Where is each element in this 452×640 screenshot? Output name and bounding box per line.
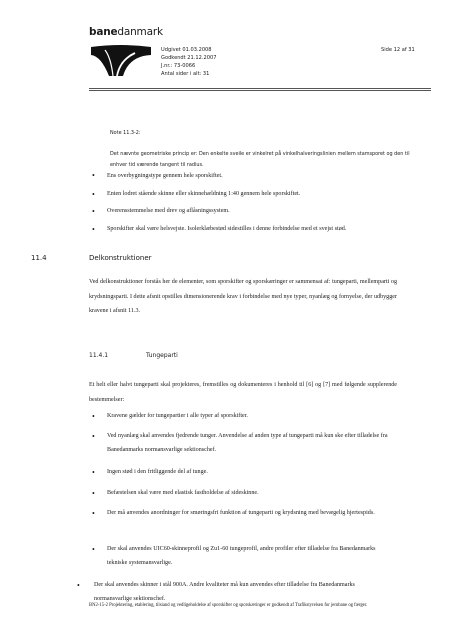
list-item: Ingen stød i den fritliggende del af tunge.	[107, 469, 208, 475]
journal-number: J.nr.: 73-0066	[161, 63, 196, 69]
subsection-number: 11.4.1	[89, 352, 109, 359]
list-item: Befæstelsen skal være med elastisk fastholdelse af sideskinne.	[107, 490, 259, 496]
header-divider	[89, 88, 431, 89]
logo-suffix: danmark	[117, 26, 163, 38]
list-item: Der skal anvendes skinner i stål 900A. Andre kvaliteter må kun anvendes efter tilladelse fra Banedanmarks normansvarlige sektionschef.	[94, 582, 355, 603]
banedanmark-logo	[89, 26, 163, 76]
bullet-icon: •	[77, 581, 80, 590]
section-title: Delkonstruktioner	[89, 254, 152, 262]
list-item: Overensstemmelse med drev og aflåsningssystem.	[107, 208, 230, 214]
note-title: Note 11.3-2:	[110, 130, 141, 136]
section-intro: Ved delkonstruktioner forstås her de elementer, som sporskifter og sporskæringer er sammensat af: tungeparti, mellemparti og krydsningsparti. I dette afsnit opstilles dimensionerende krav i forbindelse med nye typer, nyanlæg og fornyelse, der udbygger kravene i afsnit 11.3.	[89, 279, 397, 314]
page-number: Side 12 af 31	[381, 47, 415, 53]
list-item: Ved nyanlæg skal anvendes fjedrende tunger. Anvendelse af anden type af tungeparti må kun ske efter tilladelse fra Banedanmarks normansvarlige sektionschef.	[107, 433, 388, 454]
bullet-icon: •	[92, 468, 95, 477]
logo-wordmark	[89, 26, 163, 38]
bullet-icon: •	[92, 207, 95, 216]
list-item: Der må anvendes anordninger for smøringsfri funktion af tungeparti og krydsning med bevægelig hjertespids.	[107, 510, 375, 516]
total-pages: Antal sider i alt: 31	[161, 71, 210, 77]
bullet-icon: •	[92, 509, 95, 518]
list-item: Der skal anvendes UIC60-skinneprofil og Zu1-60 tungeprofil, andre profiler efter tilladelse fra Banedanmarks tekniske systemansvarlige.	[107, 546, 376, 567]
bullet-icon: •	[92, 225, 95, 234]
bullet-icon: •	[92, 489, 95, 498]
bullet-icon: •	[92, 171, 95, 180]
section-number: 11.4	[31, 254, 47, 262]
list-item: Enten lodret stående skinne eller skinnehældning 1:40 gennem hele sporskiftet.	[107, 191, 301, 197]
bullet-icon: •	[92, 545, 95, 554]
list-item: Kravene gælder for tungepartier i alle typer af sporskifter.	[107, 413, 248, 419]
bullet-icon: •	[92, 432, 95, 441]
issued-date: Udgivet 01.03.2008	[161, 47, 212, 53]
list-item: Ens overbygningstype gennem hele sporskiftet.	[107, 173, 223, 179]
footer-text: BN2-15-2 Projektering, etablering, tilsiand og vedligeholdelse af sporskifter og sporskæringer er godkendt af Trafikstyrelsen for jernbane og færger.	[89, 603, 368, 608]
railway-track-logo-icon	[91, 44, 151, 76]
header-divider-secondary	[89, 90, 431, 91]
document-meta	[161, 46, 216, 78]
logo-prefix: bane	[89, 26, 118, 38]
bullet-icon: •	[92, 190, 95, 199]
list-item: Sporskifter skal være helsvejste. Isolerklæbestød sidestilles i denne forbindelse med et svejst stød.	[107, 226, 347, 232]
subsection-title: Tungeparti	[146, 352, 178, 359]
note-text: Det nævnte geometriske princip er: Den enkelte sveile er vinkelret på vinkelhalveringslinien mellem stamsporet og den til enhver tid værende tangent til radius.	[110, 151, 410, 168]
approved-date: Godkendt 21.12.2007	[161, 55, 217, 61]
bullet-icon: •	[92, 412, 95, 421]
subsection-intro: Et helt eller halvt tungeparti skal projekteres, fremstilles og dokumenteres i henhold til [6] og [7] med følgende supplerende bestemmelser:	[89, 382, 397, 403]
